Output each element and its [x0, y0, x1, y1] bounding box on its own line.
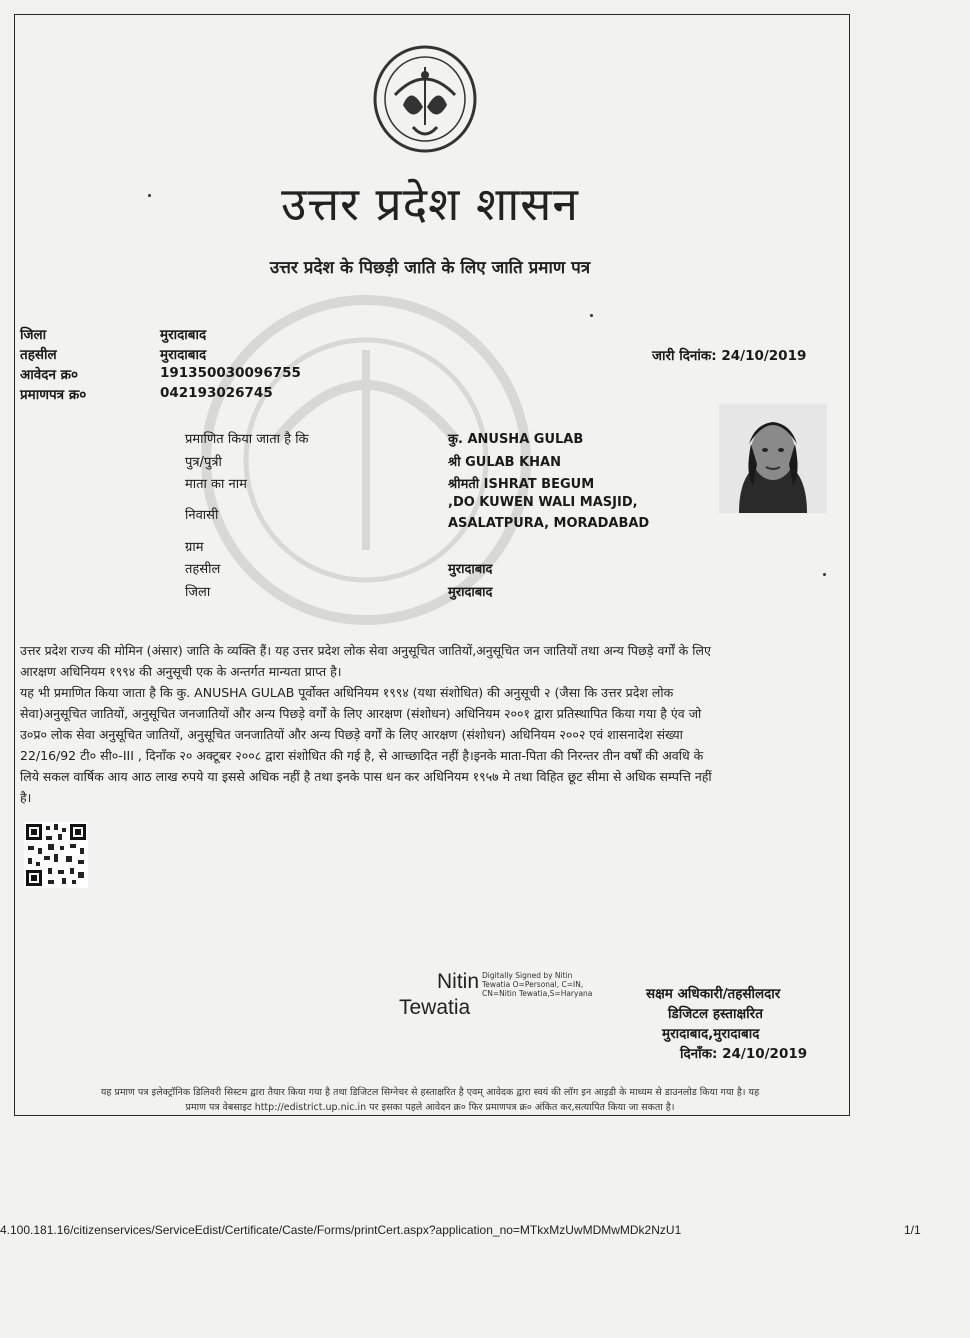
signer-first-name: Nitin	[437, 970, 480, 993]
mother-name: श्रीमती ISHRAT BEGUM	[448, 477, 595, 492]
applicant-photo	[719, 404, 827, 513]
page-number: 1/1	[904, 1223, 921, 1237]
digital-signature-line: CN=Nitin Tewatia,S=Haryana	[482, 989, 593, 998]
speck	[148, 194, 151, 197]
certified-name: कु. ANUSHA GULAB	[448, 432, 584, 447]
speck	[590, 314, 593, 317]
body-line: आरक्षण अधिनियम १९९४ की अनुसूची एक के अन्तर्गत मान्यता प्राप्त है।	[20, 664, 342, 679]
tehsil-label: तहसील	[20, 347, 57, 363]
child-of-label: पुत्र/पुत्री	[185, 455, 222, 470]
tehsil-value: मुरादाबाद	[160, 347, 207, 363]
certificate-label: प्रमाणपत्र क्र०	[20, 387, 87, 403]
person-tehsil-label: तहसील	[185, 562, 221, 577]
body-line: यह भी प्रमाणित किया जाता है कि कु. ANUSHA GULAB पूर्वोक्त अधिनियम १९९४ (यथा संशोधित) की अनुसूची २ (जैसा कि उत्तर प्रदेश लोक	[20, 685, 674, 700]
body-line: उ०प्र० लोक सेवा अनुसूचित जातियों, अनुसूचित जनजातियों और अन्य पिछड़े वर्गों के लिए आरक्षण (संशोधन) अधिनियम २००२ एवं शासनादेश संख्या	[20, 727, 683, 742]
document-subtitle: उत्तर प्रदेश के पिछड़ी जाति के लिए जाति प्रमाण पत्र	[269, 258, 591, 278]
qr-code-icon	[24, 822, 88, 888]
resident-label: निवासी	[185, 508, 219, 523]
district-label: जिला	[20, 327, 47, 343]
body-line: उत्तर प्रदेश राज्य की मोमिन (अंसार) जाति के व्यक्ति हैं। यह उत्तर प्रदेश लोक सेवा अनुसूचित जातियों,अनुसूचित जन जातियों तथा अन्य पिछड़े वर्गों के लिए	[20, 643, 711, 658]
resident-address-line-1: ,DO KUWEN WALI MASJID,	[448, 495, 638, 510]
issue-date: जारी दिनांक: 24/10/2019	[652, 348, 807, 364]
body-line: 22/16/92 टी० सी०-III , दिनाँक २० अक्टूबर २००८ द्वारा संशोधित की गई है, से आच्छादित नहीं है।इनके माता-पिता की निरन्तर तीन वर्षों की अवधि के	[20, 748, 704, 763]
footer-line: प्रमाण पत्र वेबसाइट http://edistrict.up.nic.in पर इसका पहले आवेदन क्र० फिर प्रमाणपत्र क्र० अंकित कर,सत्यापित किया जा सकता है।	[185, 1102, 675, 1113]
body-line: लिये सकल वार्षिक आय आठ लाख रुपये या इससे अधिक नहीं है तथा इनके पास धन कर अधिनियम १९५७ मे तथा विहित छूट सीमा से अधिक सम्पत्ति नहीं	[20, 769, 712, 784]
up-government-emblem-icon	[373, 45, 477, 153]
footer-line: यह प्रमाण पत्र इलेक्ट्रॉनिक डिलिवरी सिस्टम द्वारा तैयार किया गया है तथा डिजिटल सिग्नेचर से हस्ताक्षरित है एवम् आवेदक द्वारा स्वयं की लॉग इन आइडी के माध्यम से डाउनलोड किया गया है। यह	[100, 1087, 760, 1098]
district-value: मुरादाबाद	[160, 327, 207, 343]
certificate-number: 042193026745	[160, 385, 273, 401]
person-tehsil-value: मुरादाबाद	[448, 562, 493, 577]
certified-label: प्रमाणित किया जाता है कि	[185, 432, 309, 447]
mother-label: माता का नाम	[185, 477, 247, 492]
body-line: सेवा)अनुसूचित जातियों, अनुसूचित जनजातियों और अन्य पिछड़े वर्गों के लिए आरक्षण (संशोधन) अधिनियम २००१ द्वारा प्रतिस्थापित किया गया है एंव जो	[20, 706, 702, 721]
print-url: 4.100.181.16/citizenservices/ServiceEdist/Certificate/Caste/Forms/printCert.aspx?application_no=MTkxMzUwMDMwMDk2NzU1	[0, 1223, 682, 1237]
person-district-label: जिला	[185, 585, 211, 600]
digital-signature-line: Tewatia O=Personal, C=IN,	[482, 980, 584, 989]
speck	[823, 573, 826, 576]
officer-date: दिनाँक: 24/10/2019	[680, 1046, 808, 1062]
document-title: उत्तर प्रदेश शासन	[281, 177, 579, 231]
signer-last-name: Tewatia	[399, 996, 471, 1019]
application-label: आवेदन क्र०	[20, 367, 79, 383]
officer-location: मुरादाबाद,मुरादाबाद	[662, 1026, 760, 1042]
resident-address-line-2: ASALATPURA, MORADABAD	[448, 516, 650, 531]
application-number: 191350030096755	[160, 365, 301, 381]
village-label: ग्राम	[185, 540, 204, 555]
officer-designation: सक्षम अधिकारी/तहसीलदार	[646, 986, 781, 1002]
father-name: श्री GULAB KHAN	[448, 455, 561, 470]
digital-signature-info	[482, 971, 592, 998]
digital-signed-label: डिजिटल हस्ताक्षरित	[668, 1006, 763, 1022]
certificate-footer	[20, 1085, 840, 1115]
certificate-body	[20, 640, 838, 808]
digital-signature-line: Digitally Signed by Nitin	[482, 971, 573, 980]
body-line: है।	[20, 790, 32, 805]
person-district-value: मुरादाबाद	[448, 585, 493, 600]
